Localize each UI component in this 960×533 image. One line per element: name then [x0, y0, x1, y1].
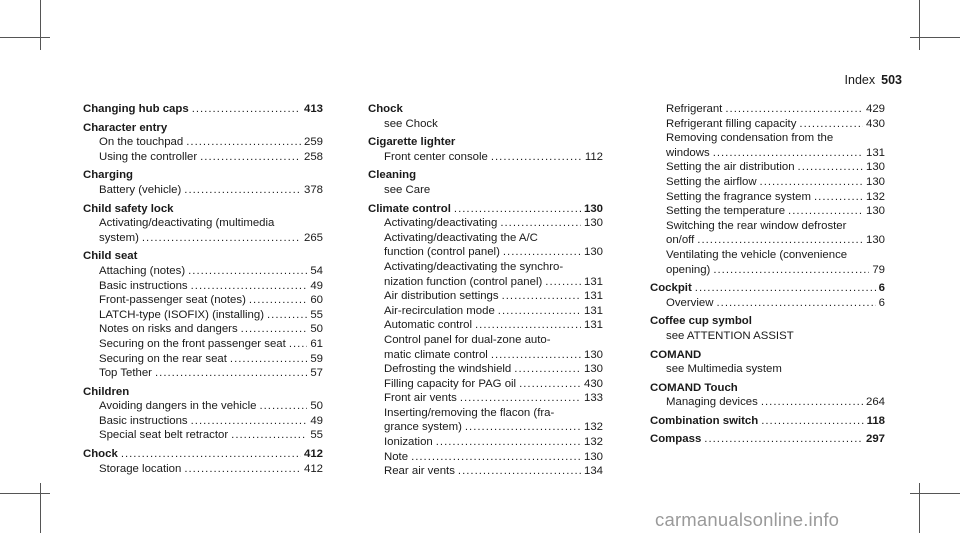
index-entry [650, 314, 885, 329]
leader-dots [514, 362, 581, 377]
leader-dots [454, 202, 581, 217]
index-subentry [368, 333, 603, 348]
leader-dots [498, 304, 581, 319]
page-ref: 130 [865, 205, 885, 218]
page-ref: 130 [583, 348, 603, 361]
page-ref: 430 [865, 117, 885, 130]
entry-text: Air-recirculation mode [384, 304, 495, 317]
leader-dots [259, 399, 307, 414]
index-entry [368, 202, 603, 217]
leader-dots [121, 447, 301, 462]
leader-dots [436, 435, 581, 450]
index-subentry [368, 289, 603, 304]
entry-text: matic climate control [384, 348, 488, 361]
entry-text: see Care [384, 183, 431, 196]
entry-text: Ionization [384, 436, 433, 449]
leader-dots [713, 146, 863, 161]
index-subentry [368, 117, 603, 132]
entry-text: Basic instructions [99, 414, 188, 427]
leader-dots [716, 296, 875, 311]
page-ref: 50 [310, 400, 323, 413]
leader-dots [289, 337, 308, 352]
entry-text: Coffee cup symbol [650, 315, 752, 328]
leader-dots [458, 464, 581, 479]
index-subentry [368, 406, 603, 421]
index-subentry [650, 160, 885, 175]
leader-dots [491, 348, 581, 363]
entry-text: Activating/deactivating (multimedia [99, 217, 275, 230]
entry-text: Front-passenger seat (notes) [99, 294, 246, 307]
entry-text: Battery (vehicle) [99, 183, 182, 196]
entry-text: Using the controller [99, 150, 198, 163]
page-ref: 131 [583, 319, 603, 332]
leader-dots [760, 175, 863, 190]
page-ref: 61 [310, 337, 323, 350]
entry-text: Top Tether [99, 367, 152, 380]
entry-text: On the touchpad [99, 136, 184, 149]
entry-text: Child seat [83, 250, 138, 263]
leader-dots [411, 450, 581, 465]
index-entry [368, 135, 603, 150]
entry-text: Basic instructions [99, 279, 188, 292]
index-column-3 [650, 102, 885, 447]
entry-text: Charging [83, 169, 133, 182]
page-ref: 130 [583, 202, 603, 215]
index-subentry [83, 352, 323, 367]
index-subentry [368, 260, 603, 275]
leader-dots [188, 264, 307, 279]
entry-text: Refrigerant filling capacity [666, 117, 797, 130]
leader-dots [475, 318, 581, 333]
page-ref: 57 [310, 367, 323, 380]
index-subentry [83, 414, 323, 429]
index-subentry [83, 231, 323, 246]
entry-text: Cockpit [650, 282, 692, 295]
index-subentry [368, 435, 603, 450]
leader-dots [503, 245, 581, 260]
index-subentry [368, 362, 603, 377]
leader-dots [184, 462, 301, 477]
index-subentry [368, 216, 603, 231]
entry-text: Control panel for dual-zone auto- [384, 333, 551, 346]
index-subentry [368, 420, 603, 435]
entry-text: Avoiding dangers in the vehicle [99, 400, 257, 413]
entry-text: Storage location [99, 462, 182, 475]
index-subentry [650, 117, 885, 132]
entry-text: COMAND [650, 348, 702, 361]
entry-text: Compass [650, 433, 702, 446]
leader-dots [241, 322, 308, 337]
crop-mark [919, 483, 920, 533]
entry-text: Cleaning [368, 169, 417, 182]
crop-mark [40, 0, 41, 50]
entry-text: Activating/deactivating [384, 217, 498, 230]
leader-dots [200, 150, 301, 165]
entry-text: Air distribution settings [384, 290, 499, 303]
page-ref: 258 [303, 150, 323, 163]
watermark: carmanualsonline.info [655, 509, 840, 530]
entry-text: Rear air vents [384, 465, 455, 478]
index-subentry [650, 395, 885, 410]
section-label: Index [844, 73, 876, 87]
entry-text: Defrosting the windshield [384, 363, 512, 376]
index-entry [368, 102, 603, 117]
page-ref: 259 [303, 136, 323, 149]
index-subentry [83, 308, 323, 323]
crop-mark [40, 483, 41, 533]
entry-text: Securing on the rear seat [99, 352, 227, 365]
page-ref: 54 [310, 264, 323, 277]
index-subentry [83, 337, 323, 352]
entry-text: function (control panel) [384, 246, 500, 259]
leader-dots [798, 160, 863, 175]
entry-text: Notes on risks and dangers [99, 323, 238, 336]
leader-dots [192, 102, 301, 117]
page-ref: 130 [583, 363, 603, 376]
entry-text: Setting the airflow [666, 175, 757, 188]
entry-text: grance system) [384, 421, 462, 434]
index-subentry [650, 190, 885, 205]
index-entry [650, 432, 885, 447]
page-ref: 49 [310, 414, 323, 427]
leader-dots [249, 293, 307, 308]
page-ref: 429 [865, 103, 885, 115]
index-entry [83, 121, 323, 136]
index-subentry [83, 293, 323, 308]
page-ref: 49 [310, 279, 323, 292]
page-number: 503 [881, 73, 902, 87]
page-ref: 132 [583, 421, 603, 434]
page-ref: 130 [583, 217, 603, 230]
leader-dots [519, 377, 581, 392]
entry-text: Climate control [368, 202, 451, 215]
page-header [845, 73, 902, 87]
page-ref: 130 [865, 175, 885, 188]
index-subentry [650, 296, 885, 311]
index-entry [83, 168, 323, 183]
entry-text: Combination switch [650, 414, 759, 427]
leader-dots [230, 352, 307, 367]
index-subentry [368, 231, 603, 246]
crop-mark [0, 37, 50, 38]
leader-dots [704, 432, 863, 447]
page-ref: 59 [310, 352, 323, 365]
index-entry [83, 202, 323, 217]
index-subentry [368, 348, 603, 363]
page-ref: 55 [310, 308, 323, 321]
page-ref: 131 [583, 275, 603, 288]
index-subentry [650, 233, 885, 248]
entry-text: Cigarette lighter [368, 136, 456, 149]
page-ref: 55 [310, 429, 323, 442]
index-subentry [650, 175, 885, 190]
index-subentry [83, 462, 323, 477]
page-ref: 6 [878, 296, 885, 309]
leader-dots [142, 231, 301, 246]
entry-text: nization function (control panel) [384, 275, 543, 288]
leader-dots [186, 135, 301, 150]
index-subentry [83, 428, 323, 443]
entry-text: Activating/deactivating the A/C [384, 231, 538, 244]
page-ref: 130 [583, 246, 603, 259]
crop-mark [910, 493, 960, 494]
index-subentry [83, 399, 323, 414]
entry-text: Inserting/removing the flacon (fra- [384, 406, 555, 419]
index-subentry [83, 183, 323, 198]
leader-dots [191, 279, 308, 294]
page-ref: 264 [865, 396, 885, 409]
entry-text: on/off [666, 234, 695, 247]
leader-dots [491, 150, 582, 165]
page-ref: 430 [583, 377, 603, 390]
index-subentry [650, 329, 885, 344]
page-ref: 134 [583, 465, 603, 478]
leader-dots [191, 414, 308, 429]
entry-text: Changing hub caps [83, 103, 189, 115]
page-ref: 132 [865, 190, 885, 203]
leader-dots [267, 308, 307, 323]
leader-dots [695, 281, 876, 296]
entry-text: Removing condensation from the [666, 132, 834, 145]
leader-dots [697, 233, 863, 248]
index-entry [650, 381, 885, 396]
index-subentry [83, 216, 323, 231]
leader-dots [761, 395, 863, 410]
page-ref: 79 [872, 263, 885, 276]
index-subentry [83, 322, 323, 337]
leader-dots [231, 428, 307, 443]
index-subentry [368, 275, 603, 290]
entry-text: Ventilating the vehicle (convenience [666, 248, 848, 261]
page-ref: 131 [583, 304, 603, 317]
entry-text: system) [99, 231, 139, 244]
page-ref: 378 [303, 183, 323, 196]
entry-text: Setting the fragrance system [666, 190, 811, 203]
entry-text: Managing devices [666, 396, 758, 409]
entry-text: Character entry [83, 121, 168, 134]
index-entry [83, 102, 323, 117]
entry-text: Automatic control [384, 319, 472, 332]
entry-text: Switching the rear window defroster [666, 219, 847, 232]
index-entry [83, 249, 323, 264]
entry-text: see ATTENTION ASSIST [666, 329, 794, 342]
crop-mark [0, 493, 50, 494]
entry-text: opening) [666, 263, 711, 276]
leader-dots [460, 391, 581, 406]
entry-text: Overview [666, 296, 714, 309]
entry-text: Filling capacity for PAG oil [384, 377, 517, 390]
page-ref: 118 [866, 414, 885, 427]
entry-text: Refrigerant [666, 103, 723, 115]
index-subentry [368, 150, 603, 165]
index-subentry [368, 391, 603, 406]
page-ref: 265 [303, 231, 323, 244]
page-ref: 50 [310, 323, 323, 336]
entry-text: LATCH-type (ISOFIX) (installing) [99, 308, 264, 321]
index-subentry [83, 366, 323, 381]
index-subentry [650, 204, 885, 219]
index-subentry [368, 318, 603, 333]
crop-mark [919, 0, 920, 50]
leader-dots [713, 263, 869, 278]
entry-text: see Multimedia system [666, 363, 782, 376]
page-ref: 130 [865, 234, 885, 247]
entry-text: Activating/deactivating the synchro- [384, 260, 564, 273]
index-subentry [83, 264, 323, 279]
page-ref: 6 [878, 282, 885, 295]
index-subentry [650, 219, 885, 234]
index-column-2 [368, 102, 603, 479]
index-entry [650, 414, 885, 429]
page-ref: 131 [583, 290, 603, 303]
entry-text: COMAND Touch [650, 381, 738, 394]
index-subentry [650, 362, 885, 377]
index-subentry [650, 102, 885, 117]
leader-dots [184, 183, 301, 198]
leader-dots [814, 190, 863, 205]
leader-dots [155, 366, 307, 381]
page-ref: 112 [584, 150, 603, 163]
page-ref: 131 [865, 146, 885, 159]
entry-text: Front center console [384, 150, 488, 163]
page-ref: 132 [583, 436, 603, 449]
crop-mark [910, 37, 960, 38]
index-subentry [83, 150, 323, 165]
page-ref: 60 [310, 294, 323, 307]
index-subentry [650, 248, 885, 263]
index-subentry [368, 450, 603, 465]
index-subentry [368, 245, 603, 260]
entry-text: see Chock [384, 117, 438, 130]
index-subentry [368, 183, 603, 198]
leader-dots [545, 275, 581, 290]
entry-text: Front air vents [384, 392, 457, 405]
index-column-1 [83, 102, 323, 476]
index-entry [83, 385, 323, 400]
entry-text: Setting the air distribution [666, 161, 795, 174]
entry-text: Chock [83, 448, 118, 461]
entry-text: Child safety lock [83, 202, 174, 215]
index-subentry [368, 304, 603, 319]
entry-text: Chock [368, 103, 403, 115]
page-ref: 412 [303, 448, 323, 461]
page-ref: 130 [583, 450, 603, 463]
page-ref: 413 [303, 103, 323, 115]
leader-dots [761, 414, 863, 429]
index-subentry [368, 464, 603, 479]
leader-dots [500, 216, 581, 231]
entry-text: Attaching (notes) [99, 264, 186, 277]
index-entry [83, 447, 323, 462]
entry-text: Children [83, 385, 130, 398]
leader-dots [725, 102, 863, 117]
index-subentry [650, 131, 885, 146]
index-subentry [650, 263, 885, 278]
page-ref: 133 [583, 392, 603, 405]
index-entry [650, 281, 885, 296]
leader-dots [788, 204, 863, 219]
leader-dots [799, 117, 863, 132]
index-subentry [650, 146, 885, 161]
leader-dots [465, 420, 581, 435]
page-ref: 297 [865, 433, 885, 446]
entry-text: Note [384, 450, 409, 463]
index-subentry [83, 279, 323, 294]
entry-text: Setting the temperature [666, 205, 786, 218]
index-entry [650, 348, 885, 363]
page-ref: 412 [303, 462, 323, 475]
page-ref: 130 [865, 161, 885, 174]
index-subentry [368, 377, 603, 392]
index-subentry [83, 135, 323, 150]
index-entry [368, 168, 603, 183]
entry-text: windows [666, 146, 710, 159]
entry-text: Special seat belt retractor [99, 429, 229, 442]
entry-text: Securing on the front passenger seat [99, 337, 286, 350]
leader-dots [502, 289, 581, 304]
